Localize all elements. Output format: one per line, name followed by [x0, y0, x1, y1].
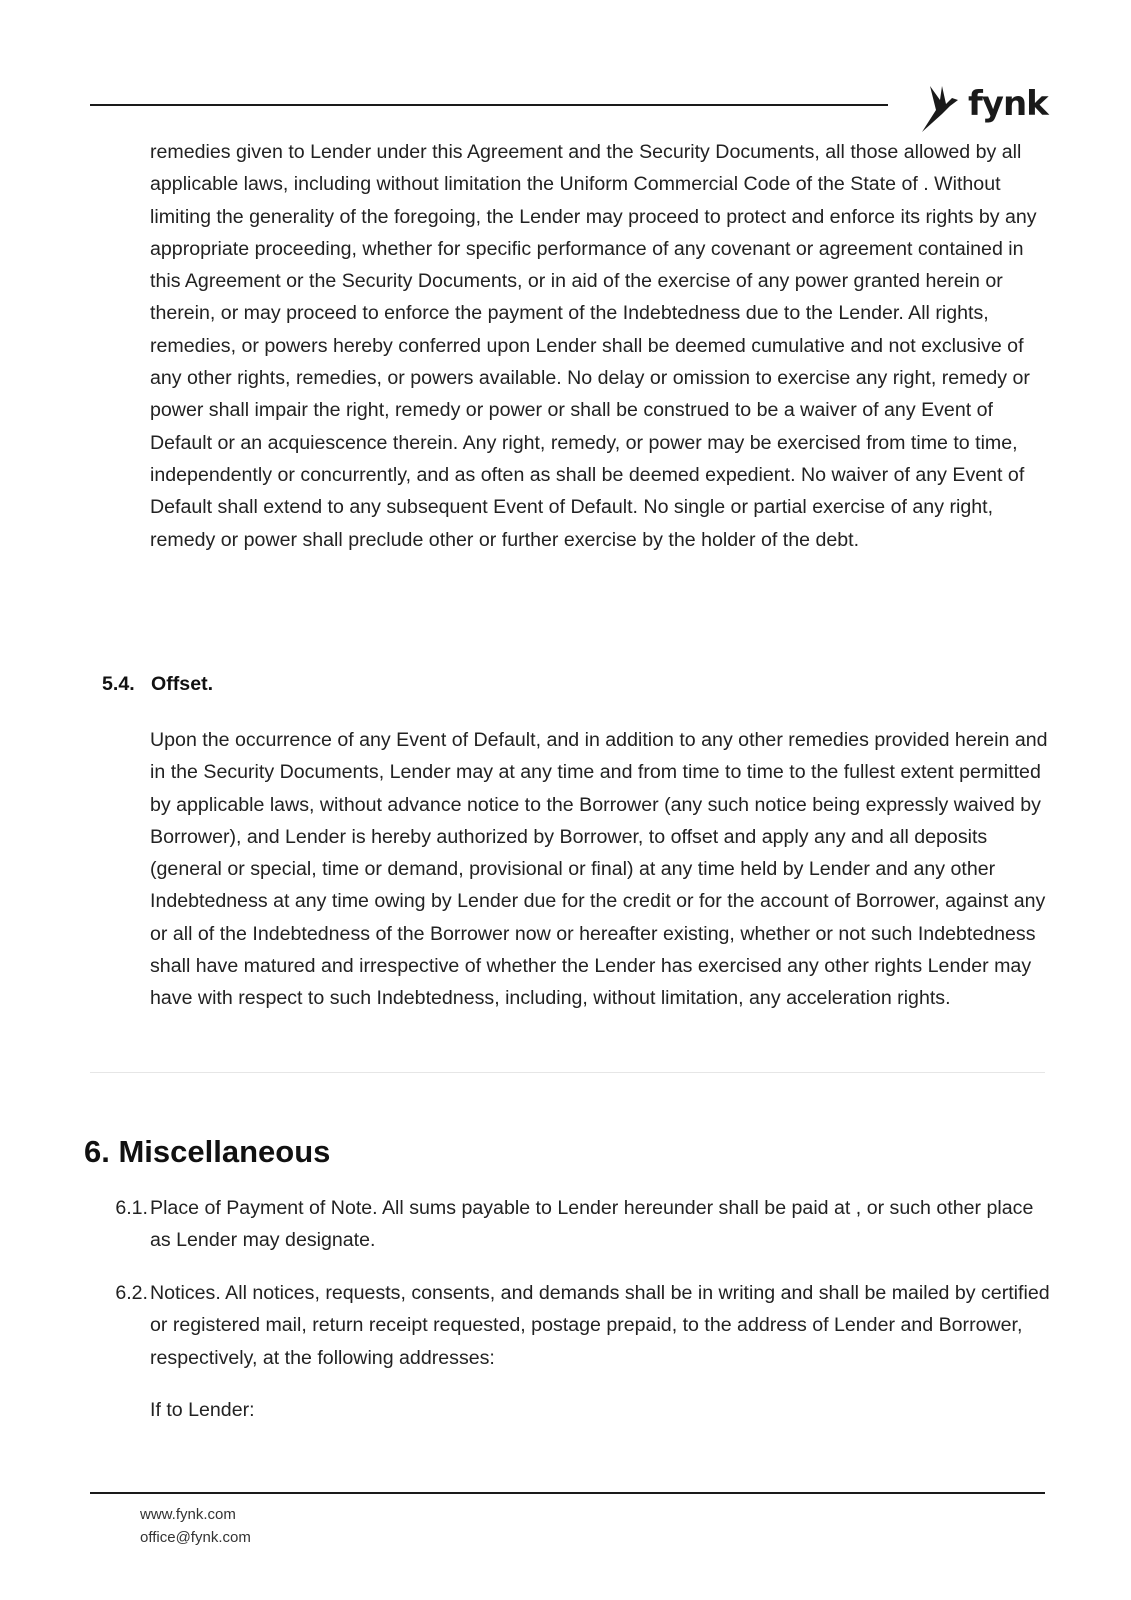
section-5-4-number: 5.4. — [102, 673, 135, 695]
list-item-text: Place of Payment of Note. All sums payable to Lender hereunder shall be paid at , or such other place as Lender may designate. — [150, 1197, 1034, 1252]
section-divider — [90, 1072, 1045, 1073]
bird-icon — [916, 80, 962, 134]
section-5-4-heading — [102, 668, 213, 700]
section-5-4-title: Offset. — [151, 673, 214, 695]
section-6-heading: 6. Miscellaneous — [84, 1134, 331, 1169]
continuation-paragraph: remedies given to Lender under this Agreement and the Security Documents, all those allowed by all applicable laws, including without limitation the Uniform Commercial Code of the State of . Without limiting the generality of the foregoing, the Lender may proceed to protect and enforce its rights by any appropriate proceeding, whether for specific performance of any covenant or agreement contained in this Agreement or the Security Documents, or in aid of the exercise of any power granted herein or therein, or may proceed to enforce the payment of the Indebtedness due to the Lender. All rights, remedies, or powers hereby conferred upon Lender shall be deemed cumulative and not exclusive of any other rights, remedies, or powers available. No delay or omission to exercise any right, remedy or power shall impair the right, remedy or power or shall be construed to be a waiver of any Event of Default or an acquiescence therein. Any right, remedy, or power may be exercised from time to time, independently or concurrently, and as often as shall be deemed expedient. No waiver of any Event of Default shall extend to any subsequent Event of Default. No single or partial exercise of any right, remedy or power shall preclude other or further exercise by the holder of the debt. — [150, 141, 1037, 551]
list-item-number: 6.1. — [115, 1197, 148, 1219]
footer-rule — [90, 1492, 1045, 1494]
list-item-6-2 — [100, 1277, 1055, 1374]
fynk-logo — [916, 80, 1048, 134]
list-item-text: Notices. All notices, requests, consents, and demands shall be in writing and shall be mailed by certified or registered mail, return receipt requested, postage prepaid, to the address of Lender and Borrower, respectively, at the following addresses: — [150, 1282, 1050, 1369]
footer-email-link[interactable]: office@fynk.com — [140, 1529, 251, 1546]
if-to-lender-label: If to Lender: — [150, 1399, 255, 1421]
footer-website-link[interactable]: www.fynk.com — [140, 1506, 236, 1523]
logo-text: fynk — [968, 84, 1048, 124]
section-5-4-paragraph: Upon the occurrence of any Event of Default, and in addition to any other remedies provided herein and in the Security Documents, Lender may at any time and from time to time to the fullest extent permitted by applicable laws, without advance notice to the Borrower (any such notice being expressly waived by Borrower), and Lender is hereby authorized by Borrower, to offset and apply any and all deposits (general or special, time or demand, provisional or final) at any time held by Lender and any other Indebtedness at any time owing by Lender due for the credit or for the account of Borrower, against any or all of the Indebtedness of the Borrower now or hereafter existing, whether or not such Indebtedness shall have matured and irrespective of whether the Lender has exercised any other rights Lender may have with respect to such Indebtedness, including, without limitation, any acceleration rights. — [150, 729, 1048, 1010]
header-rule — [90, 104, 888, 106]
list-item-number: 6.2. — [115, 1282, 148, 1304]
list-item-6-1 — [100, 1192, 1055, 1257]
